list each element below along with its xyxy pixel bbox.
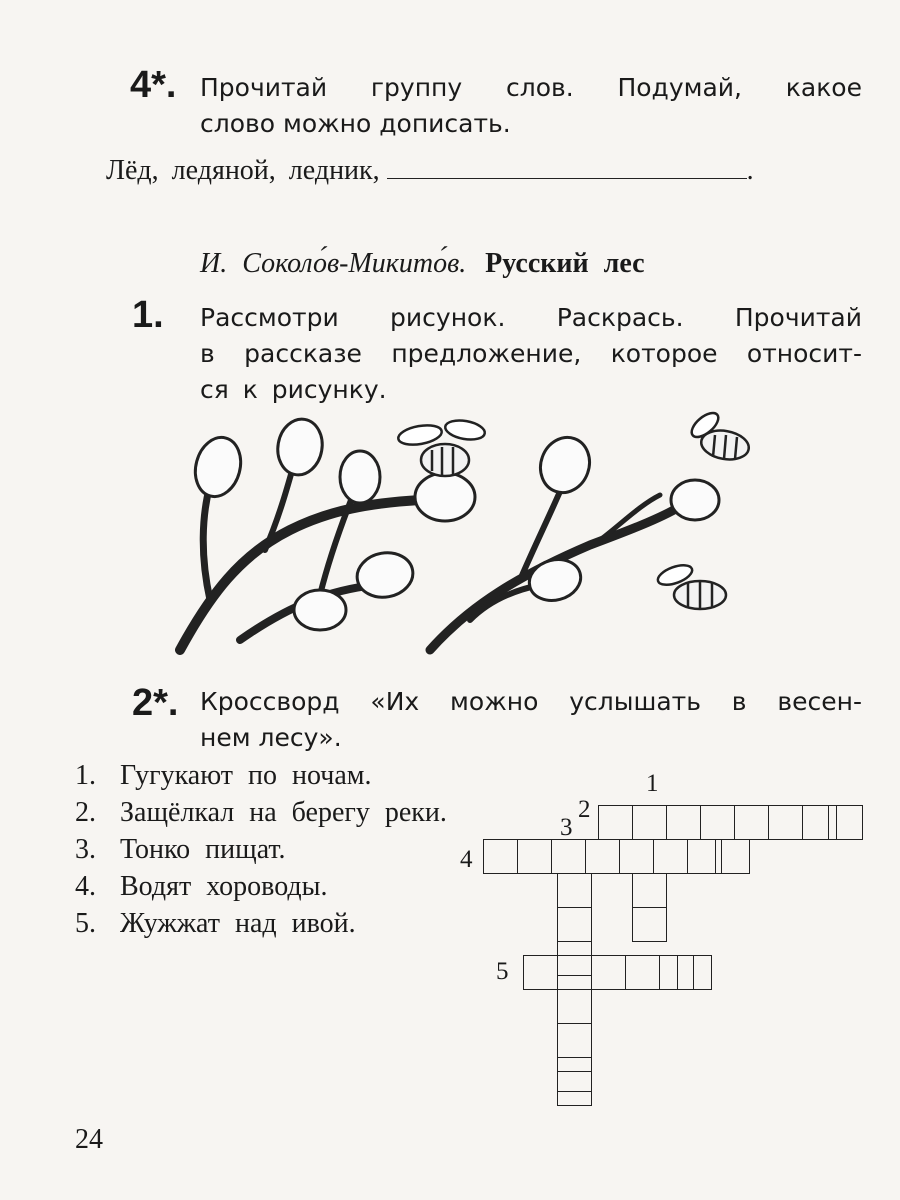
task4-words-line [106, 152, 754, 187]
crossword-number: 3 [560, 814, 573, 841]
crossword-cell[interactable] [768, 805, 803, 840]
crossword-cell[interactable] [523, 955, 558, 990]
crossword-cell[interactable] [677, 955, 712, 990]
catkin [533, 430, 597, 499]
task2-line1: Кроссворд «Их можно услышать в весен- [200, 687, 862, 716]
task4-line1: Прочитай группу слов. Подумай, какое [200, 73, 862, 102]
willow-bees-illustration [170, 405, 770, 655]
task1-line1: Рассмотри рисунок. Раскрась. Прочитай [200, 303, 862, 332]
crossword-cell[interactable] [557, 873, 592, 908]
catkin [294, 590, 346, 630]
story-heading [200, 246, 645, 280]
crossword-cell[interactable] [715, 839, 750, 874]
catkin [354, 548, 417, 601]
crossword-cell[interactable] [828, 805, 863, 840]
catkin [189, 432, 247, 501]
task4-end: . [746, 155, 754, 186]
page-number: 24 [75, 1124, 103, 1155]
crossword-cell[interactable] [653, 839, 688, 874]
crossword-cell[interactable] [625, 955, 660, 990]
crossword-cell[interactable] [632, 907, 667, 942]
bee [655, 561, 726, 609]
crossword-cell[interactable] [585, 839, 620, 874]
crossword-number: 5 [496, 958, 509, 985]
catkin [525, 554, 586, 606]
task4-number: 4*. [130, 64, 177, 106]
crossword-cell[interactable] [619, 839, 654, 874]
answer-blank[interactable] [387, 152, 747, 179]
crossword-cell[interactable] [734, 805, 769, 840]
task4-words: Лёд, ледяной, ледник, [106, 155, 380, 186]
crossword-cell[interactable] [557, 1071, 592, 1106]
task1-line2: в рассказе предложение, которое относит- [200, 339, 862, 368]
catkin [273, 416, 326, 479]
catkin [671, 480, 719, 520]
task1-number: 1. [132, 294, 164, 336]
crossword-cell[interactable] [598, 805, 633, 840]
crossword-cell[interactable] [551, 839, 586, 874]
clue-item: 4. Водят хороводы. [75, 871, 328, 902]
clue-item: 3. Тонко пищат. [75, 834, 286, 865]
crossword-cell[interactable] [700, 805, 735, 840]
task1-line3: ся к рисунку. [200, 375, 387, 404]
bee [688, 409, 751, 463]
branch [203, 485, 210, 600]
task2-line2: нем лесу». [200, 723, 342, 752]
crossword-cell[interactable] [591, 955, 626, 990]
crossword-number: 2 [578, 796, 591, 823]
clue-item: 2. Защёлкал на берегу реки. [75, 797, 447, 828]
crossword-cell[interactable] [557, 1023, 592, 1058]
crossword-number: 4 [460, 846, 473, 873]
crossword-cell[interactable] [483, 839, 518, 874]
clue-item: 5. Жужжат над ивой. [75, 908, 356, 939]
catkin [415, 473, 475, 521]
crossword-cell[interactable] [557, 989, 592, 1024]
crossword-cell[interactable] [666, 805, 701, 840]
branch [320, 490, 355, 595]
bee [397, 418, 486, 476]
catkin [340, 451, 380, 503]
crossword-cell[interactable] [517, 839, 552, 874]
task2-number: 2*. [132, 682, 179, 724]
author: И. Соколо́в-Микито́в. [200, 248, 467, 279]
crossword-cell[interactable] [632, 805, 667, 840]
task4-line2: слово можно дописать. [200, 109, 511, 138]
story-title: Русский лес [485, 248, 645, 279]
crossword-number: 1 [646, 770, 659, 797]
crossword-cell[interactable] [632, 873, 667, 908]
crossword-cell[interactable] [557, 955, 592, 990]
crossword-cell[interactable] [557, 907, 592, 942]
clue-item: 1. Гугукают по ночам. [75, 760, 372, 791]
